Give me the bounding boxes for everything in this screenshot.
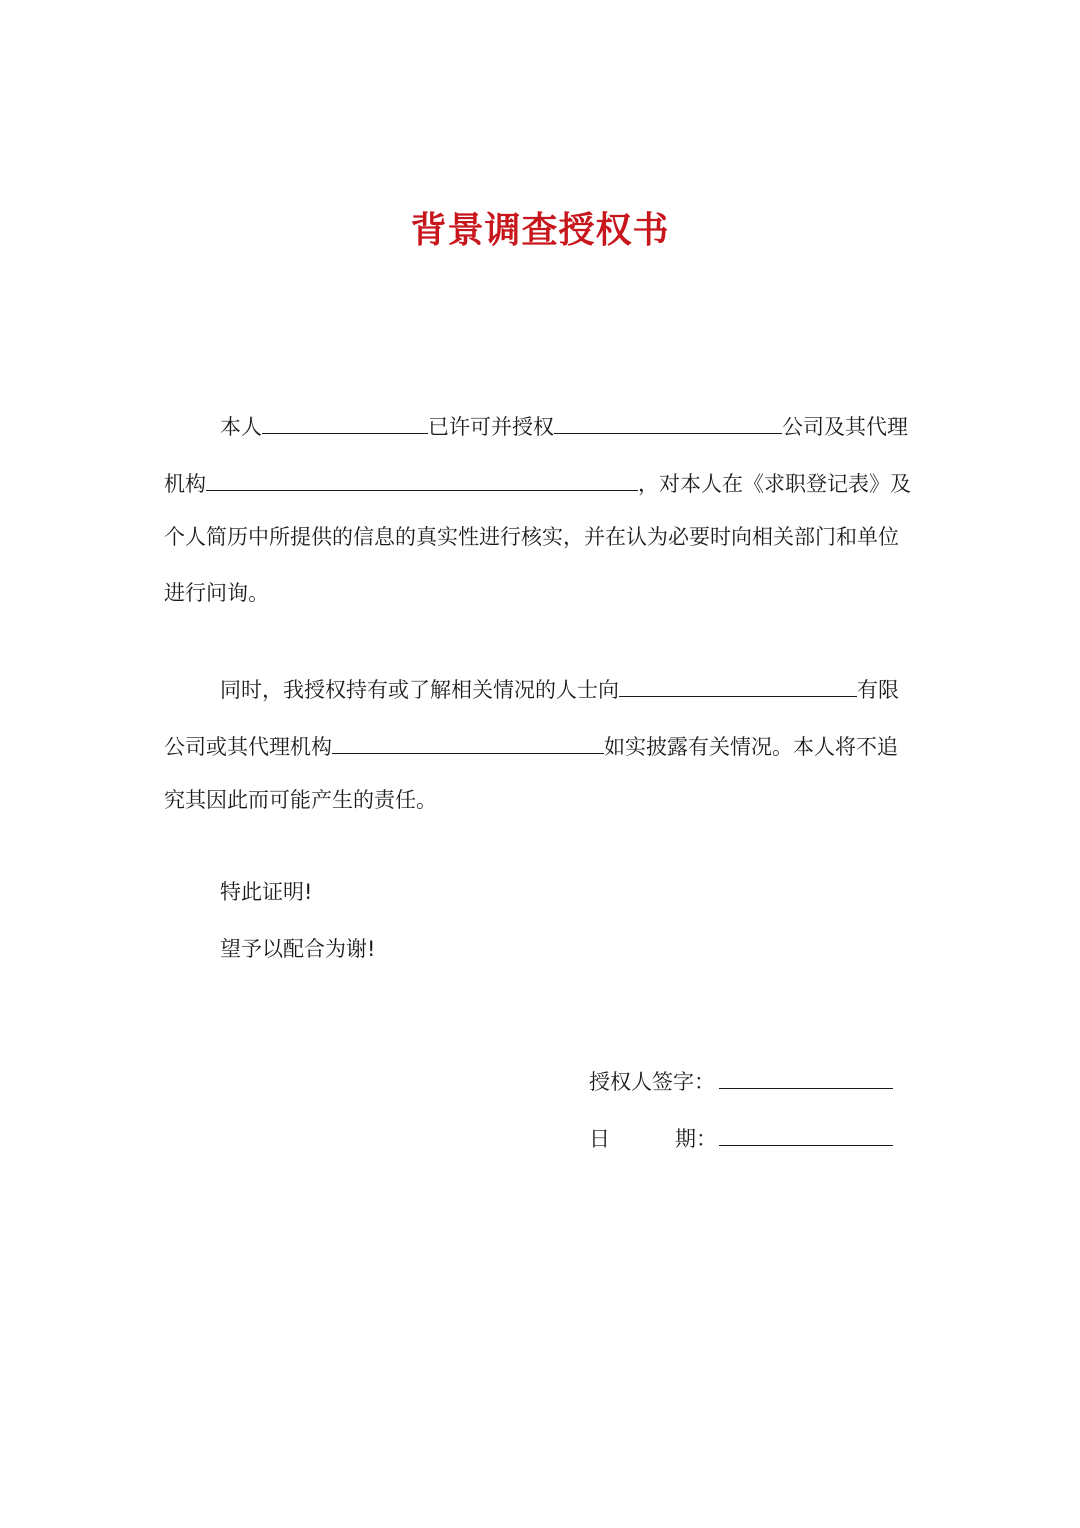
text-meanwhile: 同时，我授权持有或了解相关情况的人士向 [220, 678, 619, 702]
para1-line2 [164, 462, 911, 498]
para2-line2 [164, 725, 898, 761]
text-authorized: 已许可并授权 [428, 415, 554, 439]
text-company-agent: 公司及其代理 [782, 415, 908, 439]
date-label [589, 1121, 719, 1157]
closing-thanks: 望予以配合为谢! [220, 937, 376, 961]
para2-line3: 究其因此而可能产生的责任。 [164, 788, 437, 812]
text-disclose: 如实披露有关情况。本人将不追 [604, 735, 898, 759]
text-benren: 本人 [220, 415, 262, 439]
blank-agency[interactable] [206, 462, 638, 491]
blank-limited-company[interactable] [619, 668, 857, 697]
date-label-qi: 期： [675, 1127, 717, 1151]
text-registration-form: ，对本人在《求职登记表》及 [638, 472, 911, 496]
date-label-ri: 日 [589, 1127, 610, 1151]
blank-name[interactable] [262, 405, 428, 434]
text-jigou: 机构 [164, 472, 206, 496]
closing-certify: 特此证明! [220, 880, 313, 904]
document-title: 背景调查授权书 [410, 210, 670, 251]
para1-line3: 个人简历中所提供的信息的真实性进行核实，并在认为必要时向相关部门和单位 [164, 525, 899, 549]
date-row [589, 1117, 893, 1153]
para1-line4: 进行问询。 [164, 581, 269, 605]
signature-row [589, 1060, 893, 1096]
signature-blank[interactable] [719, 1060, 893, 1089]
blank-agency-2[interactable] [332, 725, 604, 754]
para2-line1 [220, 668, 899, 704]
text-youxian: 有限 [857, 678, 899, 702]
date-blank[interactable] [719, 1117, 893, 1146]
para1-line1 [220, 405, 908, 441]
blank-company[interactable] [554, 405, 782, 434]
signer-label: 授权人签字： [589, 1070, 715, 1094]
text-company-or-agent: 公司或其代理机构 [164, 735, 332, 759]
